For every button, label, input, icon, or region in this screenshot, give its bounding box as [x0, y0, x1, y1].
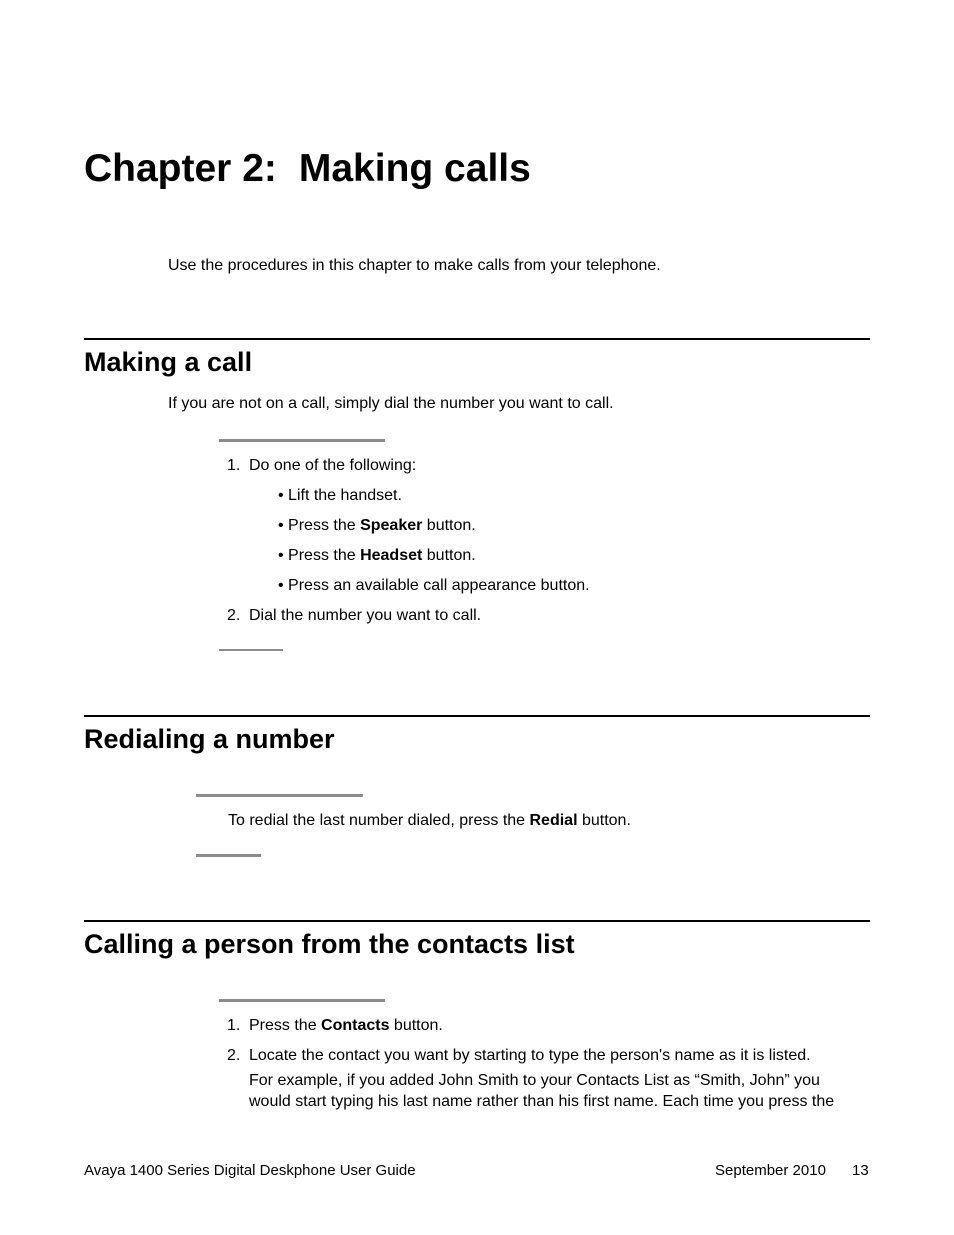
chapter-name: Making calls — [298, 147, 531, 190]
bullet-text: • Press the — [278, 547, 361, 564]
bullet-text: • Press the — [278, 517, 361, 534]
procedure-start-rule — [196, 794, 363, 797]
step-text: Dial the number you want to call. — [249, 607, 482, 624]
footer-doc-title: Avaya 1400 Series Digital Deskphone User Guide — [84, 1162, 416, 1179]
step-1 — [227, 456, 416, 476]
step-text: Press the — [249, 1017, 322, 1034]
redial-text: To redial the last number dialed, press the — [228, 812, 530, 829]
bullet-text-end: button. — [422, 547, 476, 564]
step-number: 2. — [227, 607, 241, 624]
footer-page-number: 13 — [852, 1162, 869, 1179]
procedure-end-rule — [219, 649, 283, 651]
chapter-intro: Use the procedures in this chapter to make calls from your telephone. — [168, 257, 661, 274]
section-divider — [84, 338, 870, 340]
step-text: Locate the contact you want by starting to type the person's name as it is listed. — [249, 1047, 811, 1064]
example-line-2: would start typing his last name rather than his first name. Each time you press the — [249, 1093, 835, 1110]
section-heading-making-a-call: Making a call — [84, 347, 253, 377]
step-number: 1. — [227, 457, 241, 474]
headset-button-label: Headset — [360, 547, 423, 564]
step-number: 2. — [227, 1047, 241, 1064]
making-a-call-intro: If you are not on a call, simply dial the number you want to call. — [168, 395, 614, 412]
chapter-label: Chapter 2: — [84, 147, 277, 190]
step-number: 1. — [227, 1017, 241, 1034]
step-2 — [227, 606, 481, 626]
bullet-lift-handset: • Lift the handset. — [278, 487, 402, 504]
step-text-end: button. — [389, 1017, 443, 1034]
section-divider — [84, 715, 870, 717]
procedure-start-rule — [219, 439, 385, 442]
bullet-headset — [278, 546, 476, 566]
chapter-title — [84, 146, 531, 192]
bullet-call-appearance: • Press an available call appearance button. — [278, 577, 590, 594]
section-heading-redialing: Redialing a number — [84, 724, 335, 754]
section-heading-contacts: Calling a person from the contacts list — [84, 929, 575, 959]
speaker-button-label: Speaker — [360, 517, 423, 534]
redial-instruction — [228, 811, 631, 831]
step-text: Do one of the following: — [249, 457, 417, 474]
footer-date: September 2010 — [715, 1162, 826, 1179]
example-line-1: For example, if you added John Smith to your Contacts List as “Smith, John” you — [249, 1072, 820, 1089]
section-divider — [84, 920, 870, 922]
contacts-button-label: Contacts — [321, 1017, 390, 1034]
procedure-start-rule — [219, 999, 385, 1002]
step-2 — [227, 1046, 811, 1066]
redial-button-label: Redial — [529, 812, 578, 829]
procedure-end-rule — [196, 854, 261, 857]
redial-text-end: button. — [577, 812, 631, 829]
bullet-speaker — [278, 516, 476, 536]
bullet-text-end: button. — [422, 517, 476, 534]
step-1 — [227, 1016, 443, 1036]
